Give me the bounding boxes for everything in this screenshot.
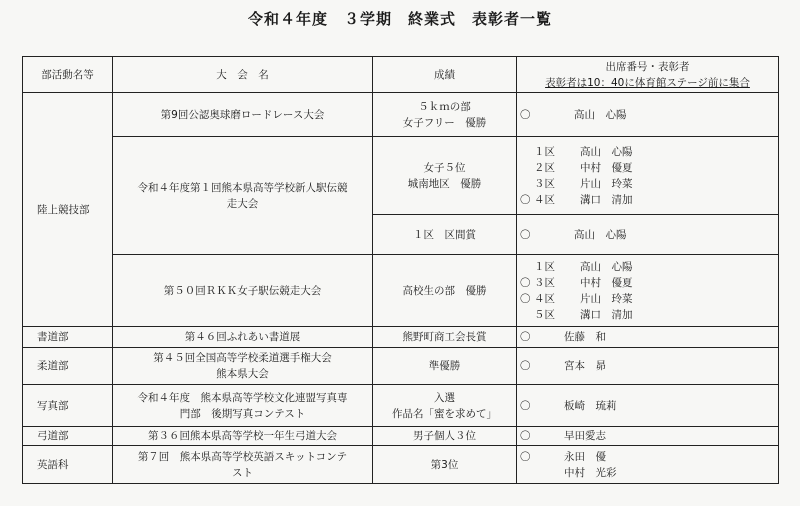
header-winners: [517, 57, 779, 93]
winner-line: [520, 465, 775, 481]
winner-name: 高山 心陽: [580, 145, 633, 158]
leg-label: ４区: [534, 193, 555, 206]
winners-cell: [517, 348, 779, 385]
result-line: ５ｋｍの部: [418, 100, 471, 113]
winner-line: [520, 428, 775, 444]
result-cell: 第3位: [373, 446, 517, 484]
table-row: [23, 427, 779, 446]
meet-cell: 第３６回熊本県高等学校一年生弓道大会: [113, 427, 373, 446]
meet-line: 令和４年度 熊本県高等学校文化連盟写真専: [137, 391, 348, 404]
awards-table: [22, 56, 779, 484]
page-title: 令和４年度 ３学期 終業式 表彰者一覧: [247, 10, 552, 28]
winner-line: [520, 192, 775, 208]
leg-label: ３区: [534, 276, 555, 289]
winner-line: [520, 227, 775, 243]
winner-name: 溝口 清加: [580, 193, 633, 206]
table-row: [23, 348, 779, 385]
meet-line: 第４５回全国高等学校柔道選手権大会: [153, 352, 332, 364]
meet-line: 令和４年度第１回熊本県高等学校新人駅伝競: [137, 181, 348, 194]
winner-line: [520, 449, 775, 465]
winner-name: 佐藤 和: [564, 331, 606, 343]
winner-line: [520, 160, 775, 176]
result-cell: 男子個人３位: [373, 427, 517, 446]
meet-line: 門部 後期写真コンテスト: [179, 407, 306, 420]
meet-line: スト: [232, 466, 253, 479]
winner-line: [520, 358, 775, 374]
winners-cell: [517, 427, 779, 446]
result-cell: [373, 385, 517, 427]
winners-cell: [517, 215, 779, 255]
meet-line: 走大会: [226, 197, 259, 210]
circle-mark-icon: 〇: [520, 430, 531, 442]
result-cell: 高校生の部 優勝: [373, 255, 517, 327]
winner-line: [520, 259, 775, 275]
circle-mark-icon: 〇: [520, 276, 531, 289]
winners-cell: [517, 385, 779, 427]
circle-mark-icon: 〇: [520, 360, 531, 372]
meet-cell: 第４６回ふれあい書道展: [113, 327, 373, 348]
meet-cell: 第9回公認奥球磨ロードレース大会: [113, 93, 373, 137]
result-cell: 準優勝: [373, 348, 517, 385]
meet-line: 第７回 熊本県高等学校英語スキットコンテ: [137, 450, 348, 463]
result-cell: 熊野町商工会長賞: [373, 327, 517, 348]
table-row: [23, 327, 779, 348]
winner-name: 高山 心陽: [574, 228, 627, 241]
club-cell-judo: 柔道部: [23, 348, 113, 385]
winner-line: [520, 144, 775, 160]
winner-name: 中村 光彩: [564, 466, 617, 479]
club-cell-track: 陸上競技部: [23, 93, 113, 327]
winner-line: [520, 107, 775, 123]
winner-name: 板崎 琉莉: [564, 399, 617, 412]
result-cell: [373, 93, 517, 137]
table-row: [23, 93, 779, 137]
result-cell: [373, 137, 517, 215]
winner-name: 溝口 清加: [580, 308, 633, 321]
winner-name: 片山 玲菜: [580, 177, 633, 190]
circle-mark-icon: 〇: [520, 399, 531, 412]
meet-cell: [113, 385, 373, 427]
result-cell: １区 区間賞: [373, 215, 517, 255]
header-club: 部活動名等: [23, 57, 113, 93]
result-line: 作品名「蜜を求めて」: [392, 407, 497, 420]
club-cell-calligraphy: 書道部: [23, 327, 113, 348]
winner-line: [520, 329, 775, 345]
winner-line: [520, 275, 775, 291]
winners-cell: [517, 255, 779, 327]
winner-line: [520, 176, 775, 192]
table-header-row: [23, 57, 779, 93]
leg-label: ２区: [534, 161, 555, 174]
winner-name: 高山 心陽: [580, 260, 633, 273]
leg-label: ４区: [534, 292, 555, 305]
result-line: 女子５位: [423, 161, 466, 174]
header-meet: 大 会 名: [113, 57, 373, 93]
meet-cell: 第５０回ＲＫＫ女子駅伝競走大会: [113, 255, 373, 327]
club-cell-archery: 弓道部: [23, 427, 113, 446]
circle-mark-icon: 〇: [520, 108, 531, 121]
circle-mark-icon: 〇: [520, 331, 531, 343]
leg-label: １区: [534, 260, 555, 273]
meet-line: 熊本県大会: [216, 368, 269, 380]
meet-cell: [113, 446, 373, 484]
winner-name: 中村 優夏: [580, 161, 633, 174]
winner-name: 片山 玲菜: [580, 292, 633, 305]
meet-cell: [113, 137, 373, 255]
table-row: [23, 385, 779, 427]
circle-mark-icon: 〇: [520, 228, 531, 241]
winner-name: 永田 優: [564, 450, 606, 463]
header-assembly-note: 表彰者は10：40に体育館ステージ前に集合: [545, 76, 750, 89]
winner-line: [520, 291, 775, 307]
circle-mark-icon: 〇: [520, 450, 531, 463]
result-line: 城南地区 優勝: [407, 177, 482, 190]
meet-cell: [113, 348, 373, 385]
winner-name: 中村 優夏: [580, 276, 633, 289]
result-line: 入選: [434, 391, 455, 404]
winners-cell: [517, 327, 779, 348]
winner-line: [520, 398, 775, 414]
table-row: [23, 137, 779, 215]
leg-label: ５区: [534, 308, 555, 321]
winners-cell: [517, 446, 779, 484]
club-cell-photo: 写真部: [23, 385, 113, 427]
winners-cell: [517, 93, 779, 137]
header-result: 成績: [373, 57, 517, 93]
result-line: 女子フリー 優勝: [402, 116, 487, 129]
winner-name: 宮本 昴: [564, 360, 606, 372]
leg-label: ３区: [534, 177, 555, 190]
winner-name: 高山 心陽: [574, 108, 627, 121]
header-winners-title: 出席番号・表彰者: [605, 60, 690, 73]
club-cell-english: 英語科: [23, 446, 113, 484]
winner-line: [520, 307, 775, 323]
leg-label: １区: [534, 145, 555, 158]
winners-cell: [517, 137, 779, 215]
table-row: [23, 446, 779, 484]
circle-mark-icon: 〇: [520, 292, 531, 305]
circle-mark-icon: 〇: [520, 193, 531, 206]
winner-name: 早田愛志: [564, 430, 606, 442]
table-row: [23, 255, 779, 327]
